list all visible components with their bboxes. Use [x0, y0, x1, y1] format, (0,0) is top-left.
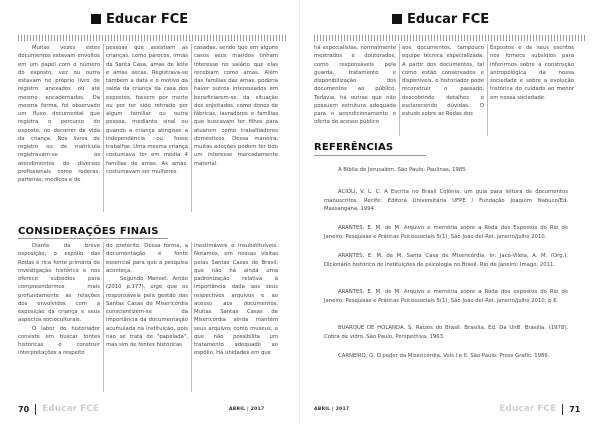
left-header-stripes: [18, 35, 288, 41]
left-col3b: inestimáveis e insubstituíveis. Notamos, em nossas visitas pelas Santas Casas do Brasil, que não há ainda uma padronização relativa à importância dada aos seus respectivos arquivos e ao acesso aos documentos. Muitas Santas Casas de Misericórdia ainda mantém seus arquivos como museus, o que não possibilita um tratamento adequado ao espólio. Há unidades em que: [194, 243, 278, 357]
left-header-title: Educar FCE: [106, 12, 189, 27]
right-footer: [314, 401, 580, 417]
left-col1b: Diante da breve exposição, o espólio das Rodas é rica fonte primária de investigação histórica e nos oferece subsídios para compreendermos mais profundamente as relações dos envolvidos com a exposição da criança e seus aspectos socioculturais. O labor do historiador consiste em buscar fontes históricas e construir interpretações a respeito: [18, 243, 100, 357]
footer-brand: Educar FCE: [42, 404, 100, 414]
right-col1: há especialistas, normalmente mestrados e doutorados, como responsáveis pela guarda, tratamento e disponibilização dos documentos ao público. Todavia, há outras que não possuem estrutura adequada para o acondicionamento e oferta de acesso público: [314, 45, 396, 126]
column-divider: [191, 44, 192, 212]
references-list: [324, 166, 574, 396]
footer-brand: Educar FCE: [499, 404, 557, 414]
right-header: [392, 12, 489, 27]
section-underline: [314, 155, 426, 156]
column-divider: [487, 44, 488, 136]
section-title-consideracoes: CONSIDERAÇÕES FINAIS: [18, 226, 159, 237]
left-col2: pessoas que assistiam as crianças, como párocos, irmãs da Santa Casa, amas de leite e amas secas. Registrava-se também a data e o motivo da saída da criança da casa dos expostos, fossem por morte ou por ter sido retirado por algum familiar ou outra pessoa, mediante sinal ou quando a criança atingisse a independência ou fosse trabalhar. Uma mesma criança costumava ter em média 4 famílias de amas. As amas, costumavam ser mulheres: [106, 45, 188, 175]
left-col2b: do pretérito. Dessa forma, a documentação é fonte essencial para que a pesquisa aconteça. Segundo Manoel, Antão (2010 p.177), urge que os responsáveis pela gestão das Santas Casas de Misericórdia conscientizem-se da importância da documentação acumulada na instituição, pois não se trata de "papelada", mas sim de fontes históricas: [106, 243, 188, 348]
footer-date: ABRIL | 2017: [314, 406, 350, 412]
column-divider: [103, 242, 104, 392]
reference-item: ARANTES, E. M. de M. Arquivo e memória sobre a Roda dos expostos do Rio de Janeiro. Pesquisas e Práticas Psicossociais 5(1), São João del-Rei, janeiro/julho 2010, p.6.: [324, 289, 568, 304]
left-col3: casadas, sendo que em alguns casos seus maridos tinham interesse no salário que elas recebiam como amas. Além das famílias das amas, poderia haver outros interessados em beneficiarem-se da situação dos enjeitados, como donos de fábricas, lavradores e famílias que buscavam ter filhos para atuarem como trabalhadores domésticos. Dessa maneira, muitas adoções podem ter tido um interesse marcadamente material.: [194, 45, 278, 167]
reference-item: CARNEIRO, G. O poder da Misericórdia. Vols I e II. São Paulo: Press Grafic. 1986.: [338, 353, 550, 359]
column-divider: [103, 44, 104, 212]
right-col2: aos documentos, tampouco equipe técnica especializada. A partir dos documentos, tal como estão conservados e disponíveis, o historiador pode reconstruir o passado, descobrindo detalhes e esclarecendo dúvidas. O estudo sobre as Rodas dos: [402, 45, 484, 117]
square-bullet-icon: [392, 14, 402, 24]
reference-item: BUARQUE DE HOLANDA, S. Raízes do Brasil. Brasília, Ed. Da UnB: Brasília. (1978), Cobra de vidro. São Paulo, Perspectiva, 1963.: [324, 325, 568, 340]
footer-divider: [562, 404, 563, 415]
right-header-title: Educar FCE: [407, 12, 490, 27]
reference-item: ACIOLI, V. L. C. A Escrita no Brasil Colônia: um guia para leitura de documentos manuscritos. Recife: Editora Universitária UFPE / Fundação Joaquim Nabuco/Ed. Massangana, 1994.: [324, 189, 568, 213]
left-col1: Muitas vezes estes documentos estavam envoltos em um papel com o número do exposto, vez ou outra estavam no próprio livro de registro anexados ou até mesmo encadernados. Da mesma forma, foi observado um fluxo documental que registra o percurso do exposto, no decorrer da vida da criança. Nos livros de registro ou de matrícula registravam-se os atendimentos de diversos profissionais como roderas, parteiras, médicos e de: [18, 45, 100, 183]
footer-divider: [35, 404, 36, 415]
footer-date: ABRIL | 2017: [229, 406, 265, 412]
right-page: [300, 0, 600, 424]
column-divider: [399, 44, 400, 136]
square-bullet-icon: [91, 14, 101, 24]
column-divider: [191, 242, 192, 392]
page-number: 71: [569, 404, 581, 414]
reference-item: ARANTES, E. M. de M. Santa Casa de Misericórdia. In: Jacó-Vilela, A. M. (Org.), Dicionário histórico de instituições de psicologia no Brasil. Rio de Janeiro: Imago, 2011.: [324, 253, 568, 268]
right-header-stripes: [314, 35, 586, 41]
left-footer: [18, 401, 264, 417]
page-number: 70: [18, 404, 30, 414]
right-col3: Expostos e de seus escritos nos fornece subsídios para inferirmos sobre a construção antropológica da nossa sociedade e sobre a evolução histórica do cuidado ao menor em nossa sociedade.: [490, 45, 574, 101]
reference-item: A Bíblia de Jerusalém. São Paulo: Paulinas, 1985.: [338, 167, 468, 173]
reference-item: ARANTES, E. M. de M. Arquivo e memória sobre a Roda dos Expostos do Rio de Janeiro. Pesquisas e Práticas Psicossociais 5(1), São João del-Rei, janeiro/julho 2010.: [324, 225, 568, 240]
section-underline: [18, 238, 168, 239]
left-header: [91, 12, 188, 27]
section-title-referencias: REFERÊNCIAS: [314, 142, 394, 153]
